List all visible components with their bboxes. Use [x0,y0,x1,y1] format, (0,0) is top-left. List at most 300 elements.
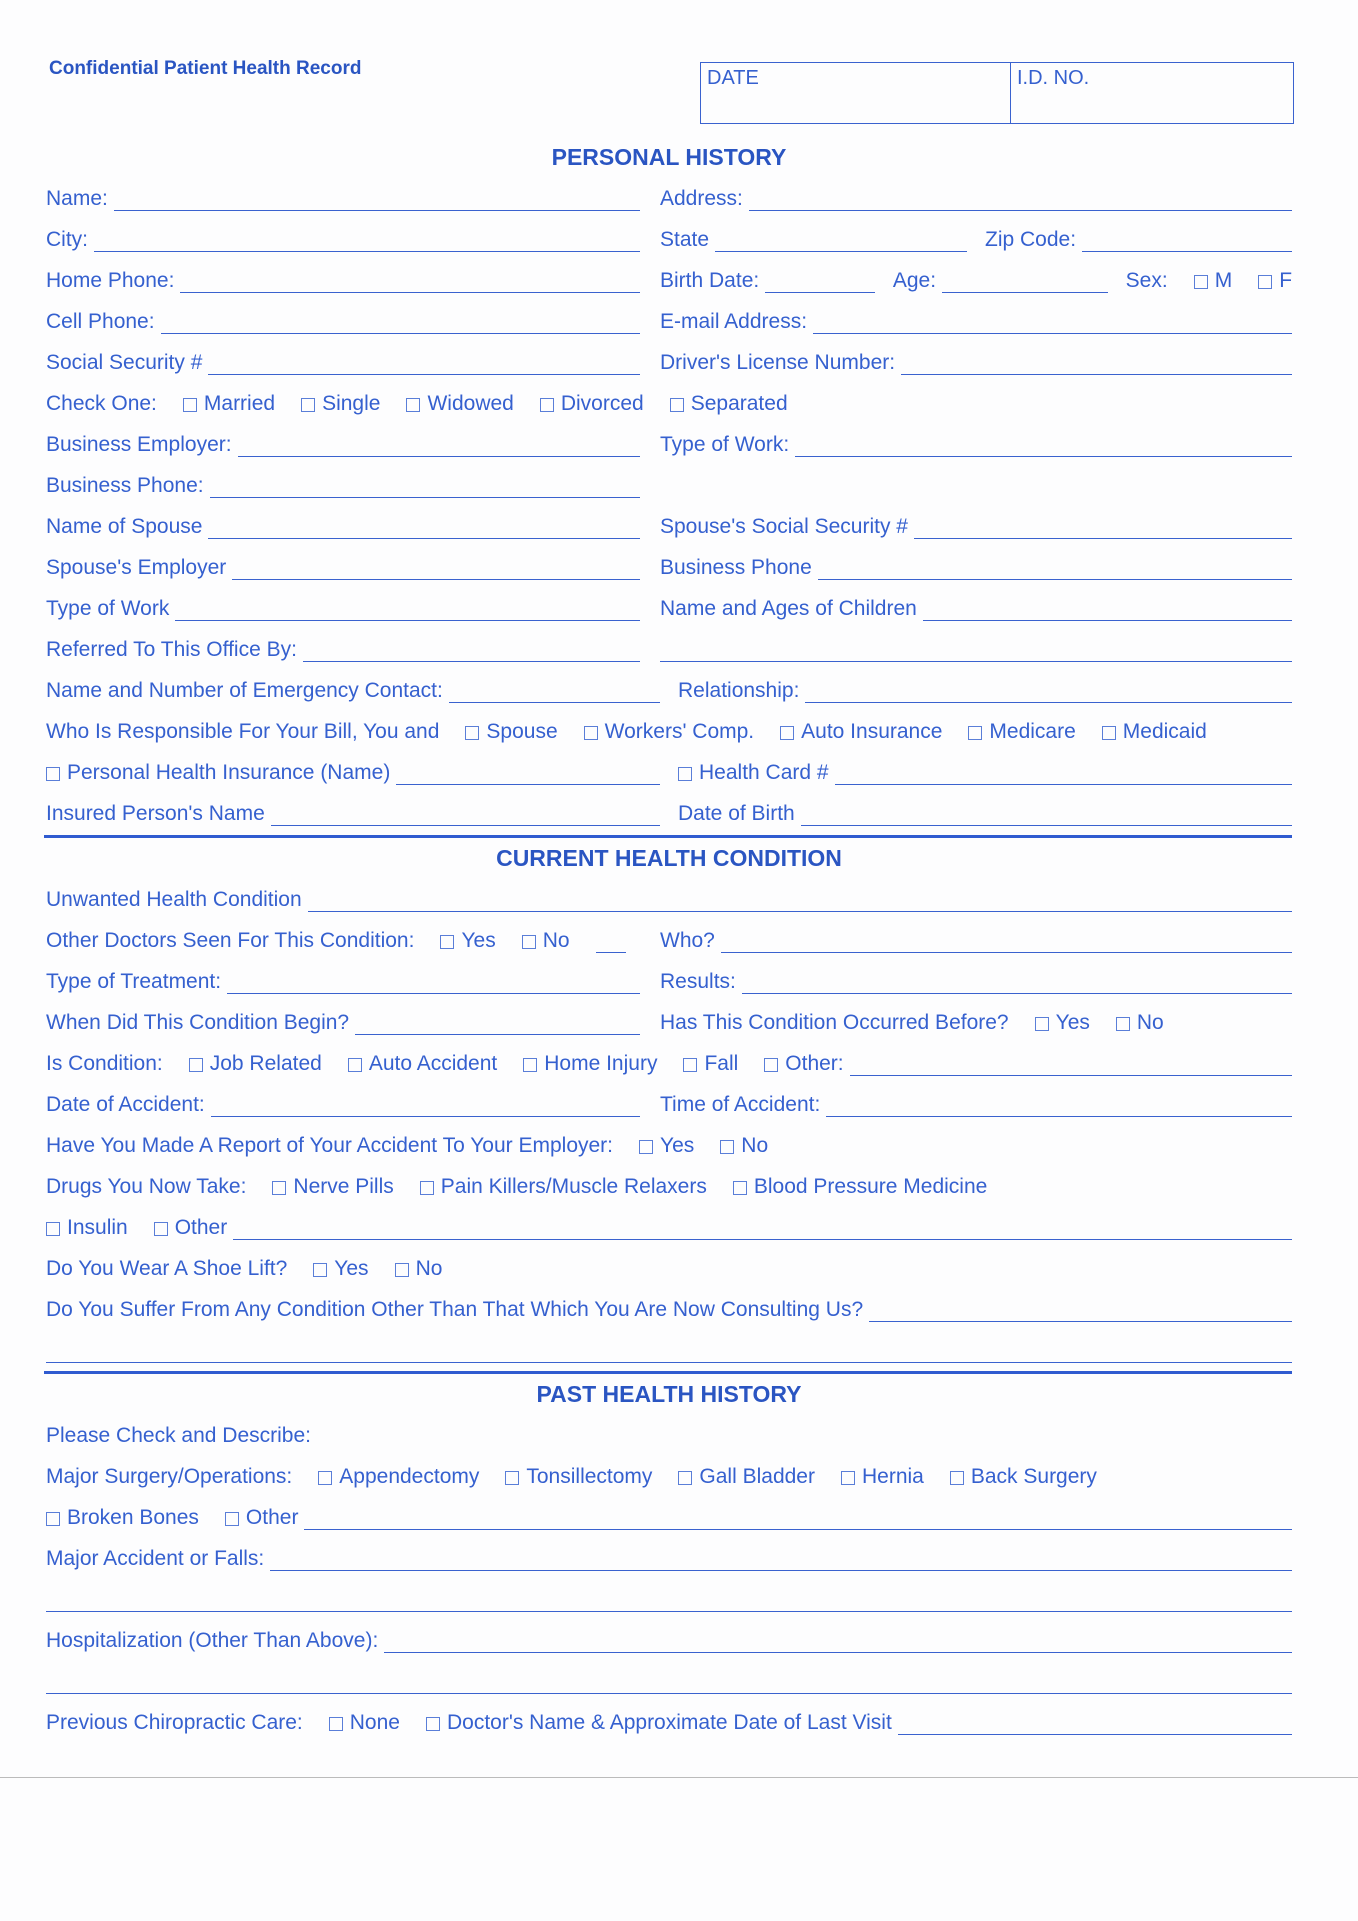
field-name[interactable] [46,187,640,211]
field-label: Tonsillectomy [526,1465,653,1488]
input-line[interactable] [818,561,1292,580]
field-label: Name of Spouse [46,515,203,538]
checkbox-icon[interactable] [183,398,197,412]
checkbox-back-surgery[interactable] [950,1465,1097,1489]
form-row [46,506,1292,547]
field-blank[interactable] [660,643,1292,662]
field-business-employer[interactable] [46,433,640,457]
form-row [46,1166,1292,1207]
field-when-did-this-condition-begin[interactable] [46,1011,640,1035]
checkbox-icon[interactable] [440,935,454,949]
checkbox-icon[interactable] [505,1471,519,1485]
column-full [46,1465,1292,1489]
field-label: Drugs You Now Take: [46,1175,247,1198]
field-label: Nerve Pills [293,1175,394,1198]
checkbox-auto-insurance[interactable] [780,720,942,744]
input-line[interactable] [211,1098,640,1117]
field-label: Social Security # [46,351,203,374]
checkbox-icon[interactable] [318,1471,332,1485]
field-label: Type of Work [46,597,170,620]
checkbox-icon[interactable] [841,1471,855,1485]
input-line[interactable] [303,643,640,662]
input-line[interactable] [175,602,640,621]
checkbox-icon[interactable] [189,1058,203,1072]
field-major-accident-or-falls[interactable] [46,1547,1292,1571]
id-number-label: I.D. NO. [1017,67,1090,89]
field-e-mail-address[interactable] [660,310,1292,334]
form-row [46,920,1292,961]
checkbox-icon[interactable] [720,1140,734,1154]
checkbox-single[interactable] [301,392,380,416]
column-left [46,474,640,498]
form-row [46,961,1292,1002]
page-edge [0,1777,1358,1778]
field-label: F [1279,269,1293,292]
field-label: Have You Made A Report of Your Accident To Your Employer: [46,1134,614,1157]
field-label: Home Injury [544,1052,658,1075]
field-label: Who Is Responsible For Your Bill, You and [46,720,440,743]
field-label: Insulin [67,1216,128,1239]
checkbox-icon[interactable] [950,1471,964,1485]
input-line[interactable] [227,975,640,994]
checkbox-spouse[interactable] [465,720,557,744]
checkbox-no[interactable] [1116,1011,1164,1035]
input-line[interactable] [94,233,640,252]
input-line[interactable] [835,766,1292,785]
date-field[interactable] [701,63,1011,123]
field-cell-phone[interactable] [46,310,640,334]
input-line[interactable] [304,1511,1292,1530]
field-label: Single [322,392,381,415]
field-label: Other [245,1506,299,1529]
checkbox-icon[interactable] [272,1181,286,1195]
field-label: Hospitalization (Other Than Above): [46,1629,379,1652]
checkbox-blood-pressure-medicine[interactable] [733,1175,987,1199]
label-sex [1126,269,1168,293]
input-line[interactable] [850,1057,1292,1076]
field-unwanted-health-condition[interactable] [46,888,1292,912]
input-line[interactable] [355,1016,640,1035]
field-address[interactable] [660,187,1292,211]
checkbox-icon[interactable] [395,1263,409,1277]
checkbox-icon[interactable] [426,1717,440,1731]
checkbox-icon[interactable] [348,1058,362,1072]
form-row [46,670,1292,711]
checkbox-icon[interactable] [420,1181,434,1195]
checkbox-tonsillectomy[interactable] [505,1465,652,1489]
column-full [46,1257,1292,1281]
checkbox-gall-bladder[interactable] [678,1465,815,1489]
column-full [46,1134,1292,1158]
field-business-phone[interactable] [46,474,640,498]
field-label: Cell Phone: [46,310,155,333]
field-label: Spouse's Social Security # [660,515,908,538]
input-line[interactable] [721,934,1292,953]
column-full [46,720,1292,744]
field-do-you-suffer-from-any-condition-other-than-that-which-you-are-now-consulting-us[interactable] [46,1298,1292,1322]
checkbox-icon[interactable] [733,1181,747,1195]
field-label: Type of Work: [660,433,790,456]
input-line[interactable] [1082,233,1292,252]
field-label: Referred To This Office By: [46,638,297,661]
input-line[interactable] [308,893,1292,912]
field-label: Married [203,392,276,415]
input-line[interactable] [271,807,660,826]
field-spouse-s-employer[interactable] [46,556,640,580]
checkbox-icon[interactable] [968,726,982,740]
field-results[interactable] [660,970,1292,994]
field-label: No [741,1134,769,1157]
input-line[interactable] [715,233,967,252]
field-business-phone[interactable] [660,556,1292,580]
field-label: Results: [660,970,736,993]
field-label: Name: [46,187,108,210]
input-line[interactable] [46,1593,1292,1612]
field-driver-s-license-number[interactable] [660,351,1292,375]
field-label: Gall Bladder [699,1465,815,1488]
field-hospitalization-other-than-above[interactable] [46,1629,1292,1653]
field-label: Business Employer: [46,433,232,456]
form-title: Confidential Patient Health Record [49,58,362,79]
field-social-security[interactable] [46,351,640,375]
field-label: Broken Bones [67,1506,199,1529]
checkbox-hernia[interactable] [841,1465,924,1489]
column-right [660,643,1292,662]
input-line[interactable] [46,1675,1292,1694]
form-row [46,1207,1292,1248]
input-line[interactable] [813,315,1292,334]
field-label: Separated [690,392,788,415]
field-label: Workers' Comp. [604,720,755,743]
checkbox-icon[interactable] [406,398,420,412]
column-left [46,269,640,293]
checkbox-icon[interactable] [465,726,479,740]
input-line[interactable] [742,975,1292,994]
checkbox-icon[interactable] [301,398,315,412]
checkbox-auto-accident[interactable] [348,1052,497,1076]
date-label: DATE [707,67,759,89]
field-birth-date[interactable] [660,269,875,293]
checkbox-job-related[interactable] [189,1052,322,1076]
form-row [46,342,1292,383]
field-age[interactable] [893,269,1108,293]
checkbox-fall[interactable] [683,1052,738,1076]
column-right [660,556,1292,580]
input-line[interactable] [210,479,640,498]
column-full [46,761,1292,785]
section-divider [44,1371,1292,1374]
input-line[interactable] [869,1303,1292,1322]
checkbox-broken-bones[interactable] [46,1506,199,1530]
field-label: Previous Chiropractic Care: [46,1711,303,1734]
input-line[interactable] [942,274,1108,293]
field-health-card[interactable] [678,761,1292,785]
checkbox-married[interactable] [183,392,275,416]
checkbox-nerve-pills[interactable] [272,1175,393,1199]
checkbox-widowed[interactable] [406,392,513,416]
checkbox-insulin[interactable] [46,1216,128,1240]
form-row [46,178,1292,219]
checkbox-workers-comp[interactable] [584,720,754,744]
input-line[interactable] [233,1221,1292,1240]
field-state[interactable] [660,228,967,252]
input-line[interactable] [596,934,626,953]
input-line[interactable] [749,192,1292,211]
checkbox-yes[interactable] [1035,1011,1090,1035]
field-label: Pain Killers/Muscle Relaxers [440,1175,707,1198]
field-label: Date of Accident: [46,1093,205,1116]
field-insured-person-s-name[interactable] [46,802,660,826]
form-row [46,1330,1292,1371]
column-left [46,556,640,580]
checkbox-icon[interactable] [670,398,684,412]
checkbox-icon[interactable] [1194,275,1208,289]
field-relationship[interactable] [678,679,1292,703]
checkbox-icon[interactable] [540,398,554,412]
checkbox-icon[interactable] [780,726,794,740]
field-label: Name and Number of Emergency Contact: [46,679,443,702]
form-row [46,465,1292,506]
input-line[interactable] [826,1098,1292,1117]
field-date-of-birth[interactable] [678,802,1292,826]
field-name-and-ages-of-children[interactable] [660,597,1292,621]
input-line[interactable] [232,561,640,580]
input-line[interactable] [114,192,640,211]
field-label: Other: [785,1052,844,1075]
checkbox-home-injury[interactable] [523,1052,657,1076]
checkbox-yes[interactable] [440,929,495,953]
checkbox-icon[interactable] [329,1717,343,1731]
field-blank[interactable] [46,1593,1292,1612]
field-label: No [1136,1011,1164,1034]
column-right [660,269,1292,293]
field-personal-health-insurance-name[interactable] [46,761,660,785]
checkbox-icon[interactable] [678,767,692,781]
form-row [46,1415,1292,1456]
date-id-box [700,62,1294,124]
column-full [46,1175,1292,1199]
field-who[interactable] [660,929,1292,953]
field-name-and-number-of-emergency-contact[interactable] [46,679,660,703]
checkbox-medicare[interactable] [968,720,1075,744]
input-line[interactable] [795,438,1292,457]
section-divider [44,835,1292,838]
column-right [660,187,1292,211]
field-label: Medicare [989,720,1076,743]
field-spouse-s-social-security[interactable] [660,515,1292,539]
label-please-check-and-describe [46,1424,311,1448]
field-label: Personal Health Insurance (Name) [67,761,391,784]
field-label: Auto Accident [368,1052,498,1075]
form-row [46,219,1292,260]
field-label: Yes [334,1257,369,1280]
field-label: Name and Ages of Children [660,597,917,620]
column-full [46,1506,1292,1530]
input-line[interactable] [384,1634,1292,1653]
checkbox-icon[interactable] [1035,1017,1049,1031]
field-type-of-work[interactable] [660,433,1292,457]
label-do-you-wear-a-shoe-lift [46,1257,287,1281]
label-has-this-condition-occurred-before [660,1011,1009,1035]
checkbox-none[interactable] [329,1711,400,1735]
field-label: Widowed [427,392,514,415]
field-label: Check One: [46,392,157,415]
column-right [660,970,1292,994]
input-line[interactable] [396,766,660,785]
input-line[interactable] [208,520,640,539]
input-line[interactable] [449,684,660,703]
field-label: Address: [660,187,743,210]
label-previous-chiropractic-care [46,1711,303,1735]
field-label: None [349,1711,400,1734]
label-major-surgery-operations [46,1465,292,1489]
column-right [660,433,1292,457]
field-label: No [415,1257,443,1280]
field-zip-code[interactable] [985,228,1292,252]
field-label: City: [46,228,88,251]
checkbox-icon[interactable] [683,1058,697,1072]
input-line[interactable] [801,807,1292,826]
checkbox-icon[interactable] [1116,1017,1130,1031]
field-doctor-s-name-approximate-date-of-last-visit[interactable] [426,1711,1292,1735]
checkbox-separated[interactable] [670,392,788,416]
field-label: Do You Wear A Shoe Lift? [46,1257,288,1280]
input-line[interactable] [805,684,1292,703]
checkbox-pain-killers-muscle-relaxers[interactable] [420,1175,707,1199]
field-other[interactable] [154,1216,1292,1240]
checkbox-icon[interactable] [764,1058,778,1072]
column-right [660,1093,1292,1117]
checkbox-no[interactable] [522,929,570,953]
id-number-field[interactable] [1011,63,1293,123]
checkbox-m[interactable] [1194,269,1233,293]
form-row [46,1084,1292,1125]
checkbox-yes[interactable] [313,1257,368,1281]
field-label: Do You Suffer From Any Condition Other Than That Which You Are Now Consulting Us? [46,1298,864,1321]
checkbox-yes[interactable] [639,1134,694,1158]
input-line[interactable] [46,1344,1292,1363]
form-row [46,1289,1292,1330]
field-label: When Did This Condition Begin? [46,1011,350,1034]
checkbox-icon[interactable] [313,1263,327,1277]
input-line[interactable] [901,356,1292,375]
input-line[interactable] [914,520,1292,539]
checkbox-icon[interactable] [1258,275,1272,289]
form-row [46,793,1292,834]
checkbox-icon[interactable] [523,1058,537,1072]
field-label: Yes [1055,1011,1090,1034]
checkbox-f[interactable] [1258,269,1292,293]
field-home-phone[interactable] [46,269,640,293]
checkbox-medicaid[interactable] [1102,720,1207,744]
checkbox-icon[interactable] [154,1222,168,1236]
label-have-you-made-a-report-of-your-accident-to-your-employer [46,1134,613,1158]
field-blank[interactable] [596,934,626,953]
field-other[interactable] [764,1052,1292,1076]
field-label: Major Surgery/Operations: [46,1465,293,1488]
column-left [46,433,640,457]
column-right [660,228,1292,252]
column-right [660,515,1292,539]
input-line[interactable] [208,356,640,375]
field-label: Blood Pressure Medicine [753,1175,988,1198]
checkbox-icon[interactable] [522,935,536,949]
checkbox-icon[interactable] [46,1512,60,1526]
field-label: Divorced [560,392,644,415]
column-full [46,679,1292,703]
column-left [46,597,640,621]
input-line[interactable] [923,602,1292,621]
column-left [46,1011,640,1035]
column-left [46,929,640,953]
checkbox-icon[interactable] [46,767,60,781]
field-label: Time of Accident: [660,1093,821,1116]
checkbox-icon[interactable] [1102,726,1116,740]
field-label: Is Condition: [46,1052,163,1075]
field-name-of-spouse[interactable] [46,515,640,539]
section-personal-history [46,140,1292,834]
form-row [46,383,1292,424]
column-full [46,1052,1292,1076]
field-type-of-work[interactable] [46,597,640,621]
input-line[interactable] [765,274,875,293]
checkbox-icon[interactable] [678,1471,692,1485]
input-line[interactable] [161,315,640,334]
column-full [46,1216,1292,1240]
input-line[interactable] [270,1552,1292,1571]
field-blank[interactable] [46,1344,1292,1363]
field-blank[interactable] [46,1675,1292,1694]
column-full [46,1298,1292,1322]
input-line[interactable] [180,274,640,293]
field-other[interactable] [225,1506,1292,1530]
field-label: Auto Insurance [801,720,943,743]
column-right [660,929,1292,953]
section-heading: CURRENT HEALTH CONDITION [496,845,842,871]
column-left [46,228,640,252]
field-time-of-accident[interactable] [660,1093,1292,1117]
label-check-one [46,392,157,416]
input-line[interactable] [898,1716,1292,1735]
form-row [46,879,1292,920]
column-full [46,1547,1292,1571]
label-drugs-you-now-take [46,1175,246,1199]
checkbox-icon[interactable] [46,1222,60,1236]
input-line[interactable] [238,438,640,457]
checkbox-icon[interactable] [639,1140,653,1154]
field-label: Who? [660,929,715,952]
checkbox-appendectomy[interactable] [318,1465,479,1489]
field-date-of-accident[interactable] [46,1093,640,1117]
field-referred-to-this-office-by[interactable] [46,638,640,662]
field-label: Insured Person's Name [46,802,265,825]
column-left [46,1093,640,1117]
checkbox-icon[interactable] [225,1512,239,1526]
column-right [660,1011,1292,1035]
checkbox-no[interactable] [720,1134,768,1158]
field-label: Fall [704,1052,739,1075]
section-current-health-condition [46,841,1292,1371]
field-city[interactable] [46,228,640,252]
column-full [46,1344,1292,1363]
field-type-of-treatment[interactable] [46,970,640,994]
field-label: E-mail Address: [660,310,808,333]
input-line[interactable] [660,643,1292,662]
checkbox-divorced[interactable] [540,392,644,416]
field-label: Hernia [861,1465,924,1488]
checkbox-icon[interactable] [584,726,598,740]
checkbox-no[interactable] [395,1257,443,1281]
